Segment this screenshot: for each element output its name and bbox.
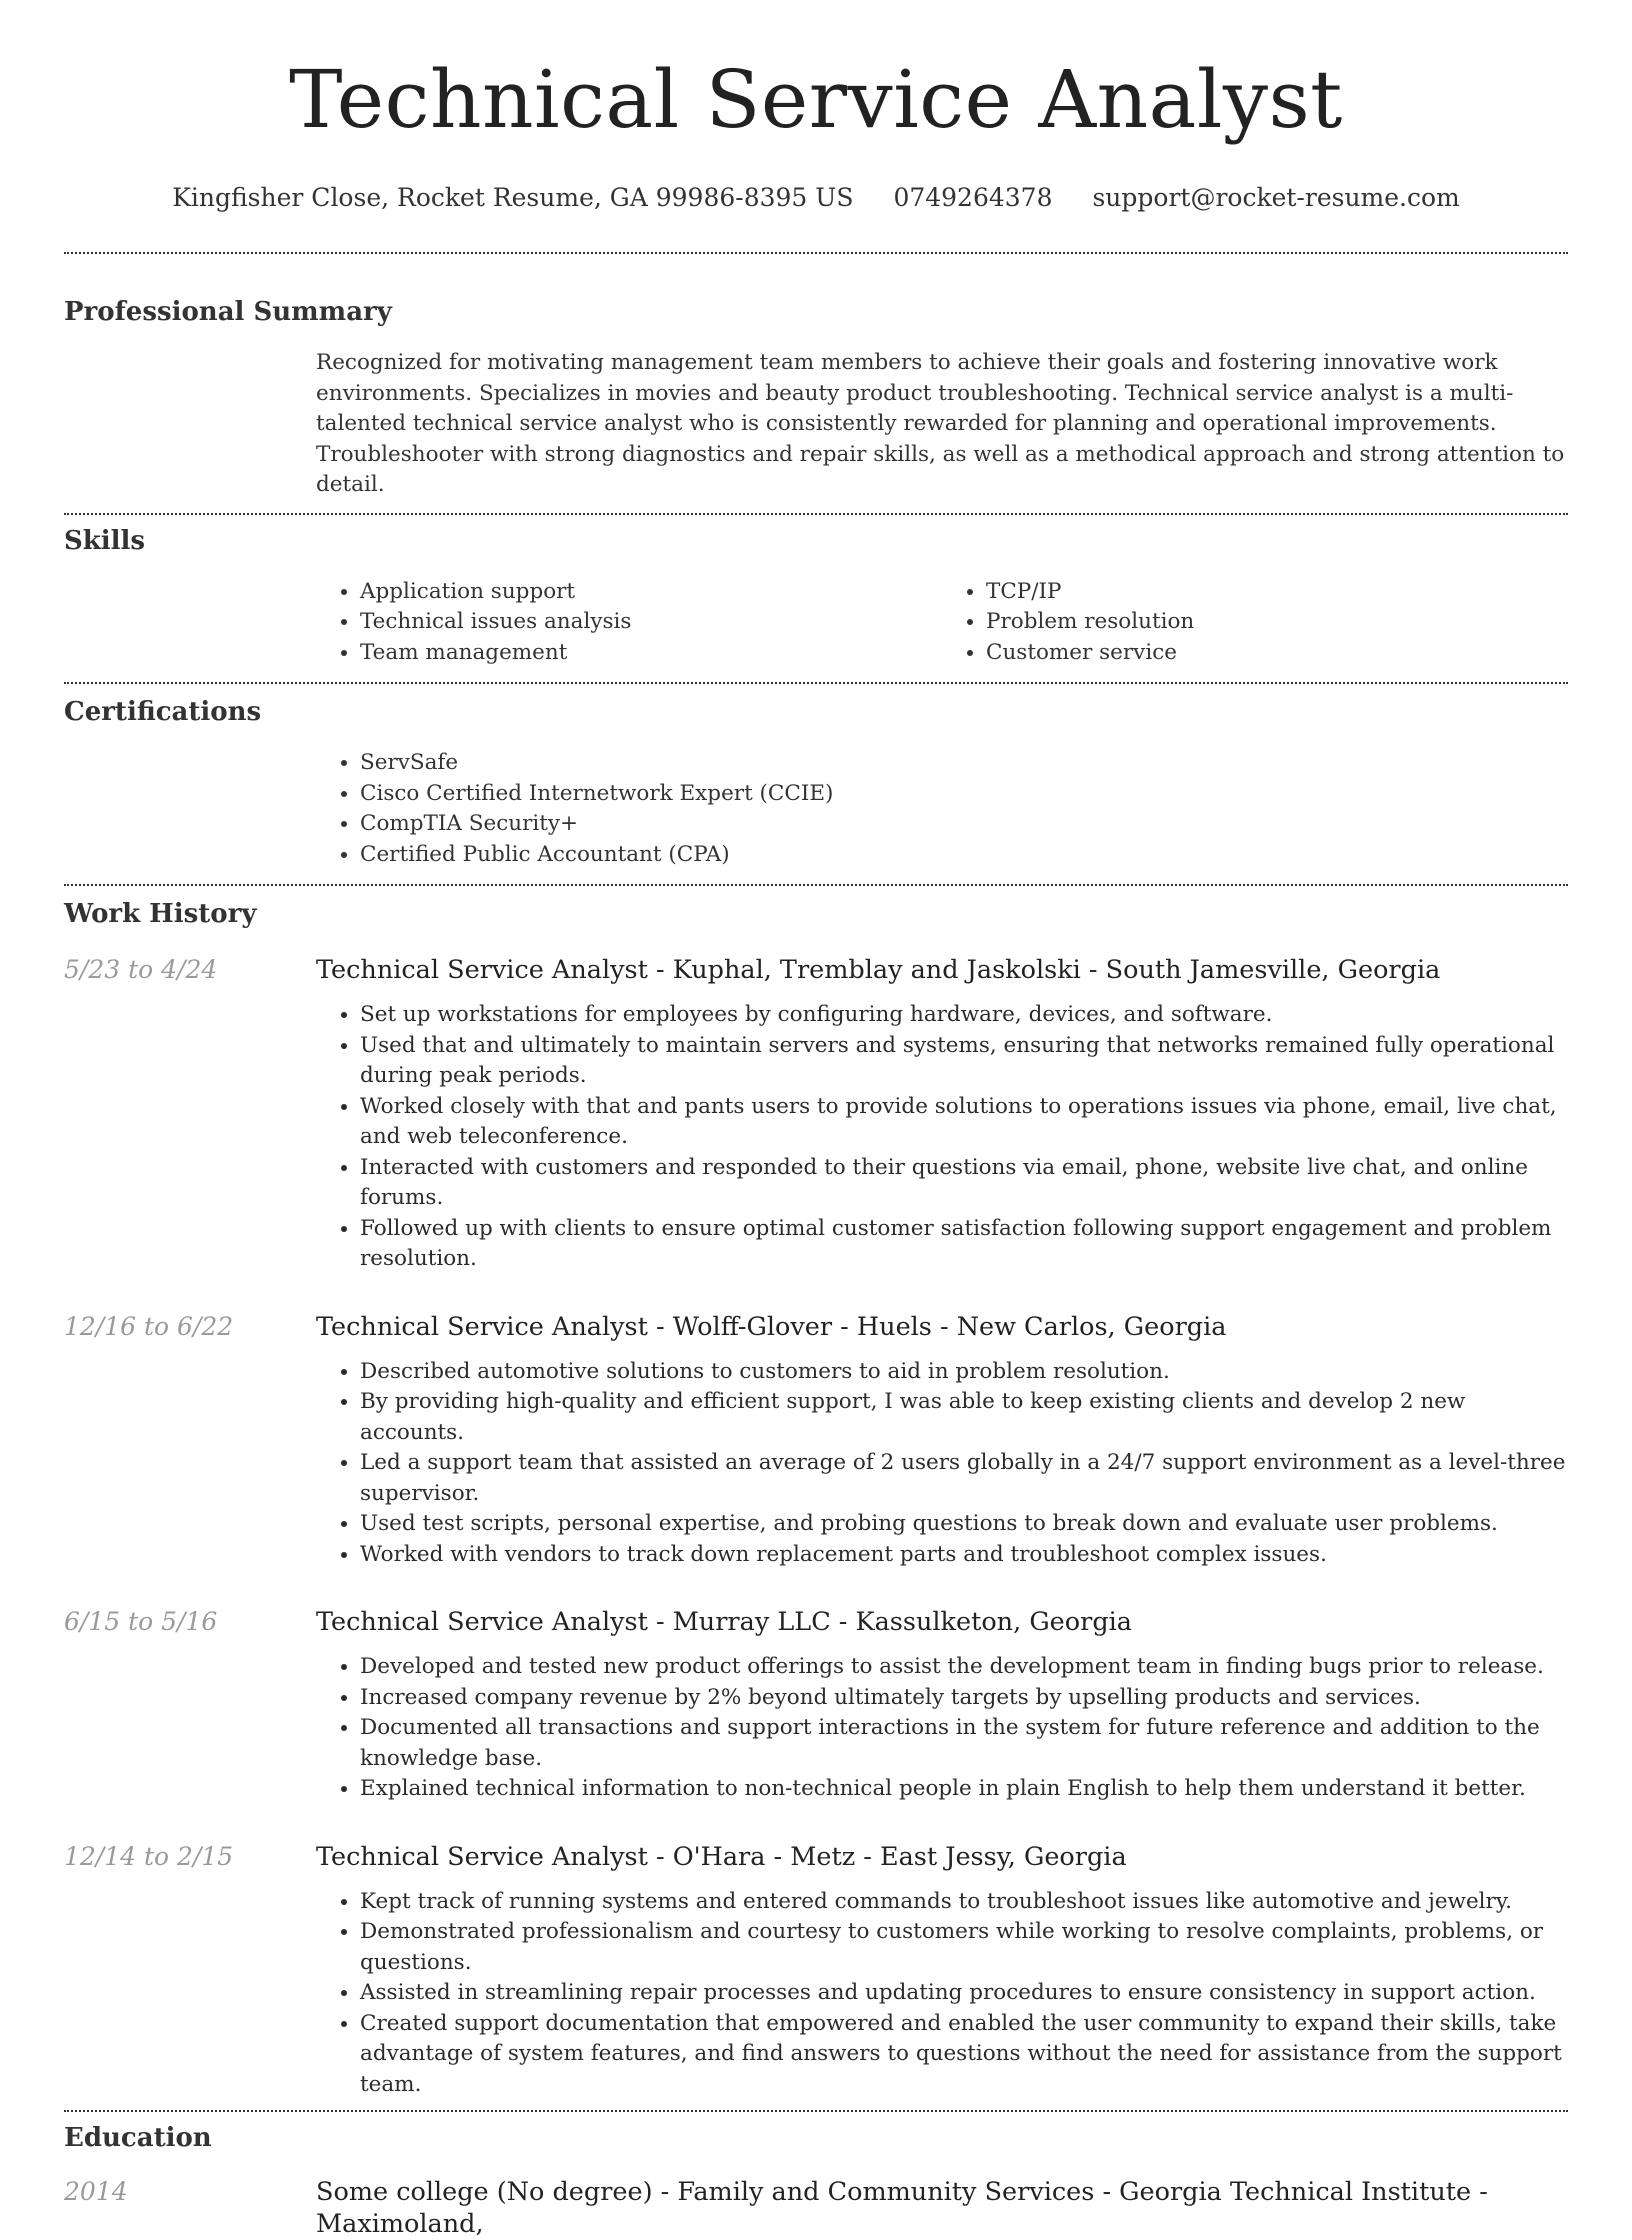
skills-grid	[316, 577, 1568, 683]
certifications-list	[316, 748, 1568, 870]
contact-phone: 0749264378	[893, 183, 1053, 212]
job-entry	[64, 1841, 1568, 2101]
contact-address: Kingfisher Close, Rocket Resume, GA 99986-8395 US	[172, 183, 854, 212]
job-bullet: • Used that and ultimately to maintain servers and systems, ensuring that networks remained fully operational during peak periods.	[360, 1031, 1568, 1092]
job-detail	[316, 954, 1568, 1275]
contact-line	[64, 182, 1568, 214]
certification-item: • ServSafe	[360, 748, 1568, 779]
job-bullet: • Assisted in streamlining repair processes and updating procedures to ensure consistency in support action.	[360, 1978, 1568, 2009]
job-bullet: • Increased company revenue by 2% beyond ultimately targets by upselling products and services.	[360, 1683, 1568, 1714]
job-bullet: • Documented all transactions and support interactions in the system for future reference and addition to the knowledge base.	[360, 1713, 1568, 1774]
work-history-section	[64, 886, 1568, 2100]
job-bullet: • Explained technical information to non-technical people in plain English to help them understand it better.	[360, 1774, 1568, 1805]
job-bullet: • By providing high-quality and efficient support, I was able to keep existing clients and develop 2 new accounts.	[360, 1387, 1568, 1448]
job-detail	[316, 1841, 1568, 2101]
skills-section	[64, 515, 1568, 683]
job-bullets	[316, 1887, 1568, 2101]
skills-list-left	[316, 577, 942, 669]
job-title: Technical Service Analyst - O'Hara - Metz - East Jessy, Georgia	[316, 1841, 1127, 1872]
education-heading: Education	[64, 2123, 212, 2153]
job-dates: 12/14 to 2/15	[64, 1841, 234, 1871]
job-bullets	[316, 1652, 1568, 1805]
job-dates: 5/23 to 4/24	[64, 955, 218, 984]
job-bullet: • Kept track of running systems and entered commands to troubleshoot issues like automotive and jewelry.	[360, 1887, 1568, 1918]
education-title: Some college (No degree) - Family and Community Services - Georgia Technical Institute - Maximoland,	[316, 2177, 1488, 2239]
job-bullet: • Described automotive solutions to customers to aid in problem resolution.	[360, 1357, 1568, 1388]
education-detail	[316, 2176, 1568, 2240]
job-bullets	[316, 1357, 1568, 1571]
job-dates: 12/16 to 6/22	[64, 1311, 234, 1341]
job-entry	[64, 1311, 1568, 1571]
job-detail	[316, 1606, 1568, 1805]
job-entry	[64, 1606, 1568, 1805]
skill-item: • Customer service	[986, 638, 1568, 669]
skill-item: • Application support	[360, 577, 942, 608]
job-bullets	[316, 1000, 1568, 1275]
skill-item: • Team management	[360, 638, 942, 669]
job-bullet: • Followed up with clients to ensure optimal customer satisfaction following support engagement and problem resolution.	[360, 1214, 1568, 1275]
summary-text: Recognized for motivating management team members to achieve their goals and fostering innovative work environments. Specializes in movies and beauty product troubleshooting. Technical service analyst is a multi-talented technical service analyst who is consistently rewarded for planning and operational improvements. Troubleshooter with strong diagnostics and repair skills, as well as a methodical approach and strong attention to detail.	[316, 350, 1565, 497]
education-entry	[64, 2176, 1568, 2240]
certifications-section	[64, 684, 1568, 884]
summary-section	[64, 254, 1568, 513]
education-section	[64, 2112, 1568, 2240]
job-bullet: • Interacted with customers and responded to their questions via email, phone, website live chat, and online forums.	[360, 1153, 1568, 1214]
contact-email: support@rocket-resume.com	[1092, 183, 1460, 212]
job-bullet: • Demonstrated professionalism and courtesy to customers while working to resolve complaints, problems, or questions.	[360, 1917, 1568, 1978]
job-detail	[316, 1311, 1568, 1571]
summary-heading: Professional Summary	[64, 297, 392, 327]
skills-heading: Skills	[64, 525, 146, 556]
job-title: Technical Service Analyst - Kuphal, Tremblay and Jaskolski - South Jamesville, Georgia	[316, 955, 1441, 985]
job-bullet: • Developed and tested new product offerings to assist the development team in finding bugs prior to release.	[360, 1652, 1568, 1683]
skill-item: • Technical issues analysis	[360, 607, 942, 638]
job-title: Technical Service Analyst - Murray LLC - Kassulketon, Georgia	[316, 1607, 1132, 1637]
resume-name: Technical Service Analyst	[289, 53, 1343, 146]
job-bullet: • Worked closely with that and pants users to provide solutions to operations issues via phone, email, live chat, and web teleconference.	[360, 1092, 1568, 1153]
job-bullet: • Worked with vendors to track down replacement parts and troubleshoot complex issues.	[360, 1540, 1568, 1571]
skill-item: • Problem resolution	[986, 607, 1568, 638]
certifications-body	[316, 748, 1568, 884]
job-bullet: • Created support documentation that empowered and enabled the user community to expand their skills, take advantage of system features, and find answers to questions without the need for assistance from the support team.	[360, 2009, 1568, 2101]
job-bullet: • Set up workstations for employees by configuring hardware, devices, and software.	[360, 1000, 1568, 1031]
work-history-heading: Work History	[64, 899, 257, 929]
certification-item: • Cisco Certified Internetwork Expert (CCIE)	[360, 779, 1568, 810]
certification-item: • Certified Public Accountant (CPA)	[360, 840, 1568, 871]
skills-list-right	[942, 577, 1568, 669]
job-dates: 6/15 to 5/16	[64, 1607, 218, 1636]
job-bullet: • Led a support team that assisted an average of 2 users globally in a 24/7 support environment as a level-three supervisor.	[360, 1448, 1568, 1509]
job-title: Technical Service Analyst - Wolff-Glover - Huels - New Carlos, Georgia	[316, 1311, 1227, 1342]
job-bullet: • Used test scripts, personal expertise, and probing questions to break down and evaluate user problems.	[360, 1509, 1568, 1540]
skill-item: • TCP/IP	[986, 577, 1568, 608]
certification-item: • CompTIA Security+	[360, 809, 1568, 840]
education-year: 2014	[64, 2177, 128, 2206]
job-entry	[64, 954, 1568, 1275]
certifications-heading: Certifications	[64, 697, 262, 727]
